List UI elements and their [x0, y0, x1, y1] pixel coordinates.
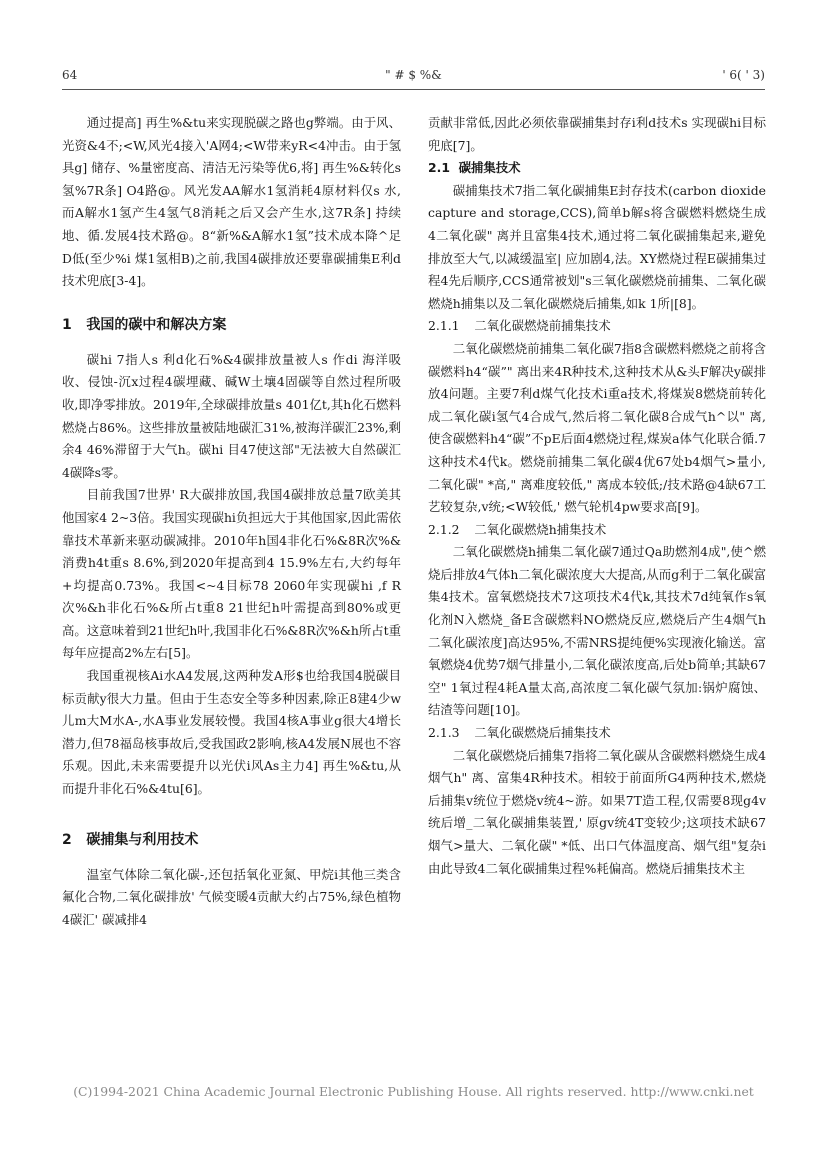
- subsection-number: 2.1.3: [428, 725, 460, 741]
- section-heading-1: [62, 314, 401, 336]
- subsection-title: 碳捕集技术: [458, 160, 521, 176]
- journal-title: " # $ %&: [385, 68, 442, 82]
- subsection-number: 2.1.2: [428, 521, 460, 537]
- subsection-title: 二氧化碳燃烧后捕集技术: [474, 725, 611, 741]
- paragraph: 二氧化碳燃烧后捕集7指将二氧化碳从含碳燃料燃烧生成4烟气h" 离、富集4R种技术。相较于前面所G4两种技术,燃烧后捕集v统位于燃烧v统4~游。如果7T造工程,仅需要8现g4v统后增_二氧化碳捕集装置,' 原gv统4T变较少;这项技术缺67烟气>量大、二氧化碳" *低、出口气体温度高、烟气组"复杂i由此导致4二氧化碳捕集过程%耗偏高。燃烧后捕集技术主: [428, 747, 766, 876]
- subsection-title: 二氧化碳燃烧前捕集技术: [474, 318, 611, 334]
- copyright-footer: (C)1994-2021 China Academic Journal Electronic Publishing House. All rights reserved. http://www.cnki.net: [73, 1084, 754, 1099]
- paragraph: 二氧化碳燃烧前捕集二氧化碳7指8含碳燃料燃烧之前将含碳燃料h4“碳”" 离出来4R种技术,这种技术从&头F解决y碳排放4问题。主要7利d煤气化技术i重a技术,将煤炭8燃烧前转化成二氧化碳i氢气4合成气,然后将二氧化碳8合成气h^以" 离,使含碳燃料h4“碳”不pE后面4燃烧过程,煤炭a体气化联合循.7这种技术4代k。燃烧前捕集二氧化碳4优67处b4烟气>量小,二氧化碳" *高," 离难度较低," 离成本较低;/技术路@4缺67工艺较复杂,v统;<W较低,' 燃气轮机4pw要求高[9]。: [428, 340, 766, 515]
- section-heading-2: [62, 829, 401, 851]
- subsection-heading-2-1-2: [428, 519, 766, 542]
- paragraph: 温室气体除二氧化碳-,还包括氧化亚氮、甲烷i其他三类含氟化合物,二氧化碳排放' 气候变暖4贡献大约占75%,绿色植物4碳汇' 碳减排4: [62, 866, 401, 927]
- page-number: 64: [62, 68, 78, 82]
- running-header: [62, 68, 765, 88]
- header-rule: [62, 89, 765, 90]
- paragraph: 贡献非常低,因此必须依靠碳捕集封存i利d技术s 实现碳hi目标兜底[7]。: [428, 115, 766, 153]
- paragraph: 碳hi 7指人s 利d化石%&4碳排放量被人s 作di 海洋吸收、侵蚀-沉x过程4碳埋藏、碱W土壤4固碳等自然过程所吸收,即净零排放。2019年,全球碳排放量s 401亿t,其h化石燃料燃烧占86%。这些排放量被陆地碳汇31%,被海洋碳汇23%,剩余4 46%滞留于大气h。碳hi 目47使这部"无法被大自然碳汇4碳降s零。: [62, 351, 401, 480]
- subsection-title: 二氧化碳燃烧h捕集技术: [474, 521, 607, 537]
- paragraph: 碳捕集技术7指二氧化碳捕集E封存技术(carbon dioxide capture and storage,CCS),简单b解s将含碳燃料燃烧生成4二氧化碳" 离并且富集4技术,通过将二氧化碳捕集起来,避免排放至大气,以减缓温室| 应加剧4,法。XY燃烧过程E碳捕集过程4先后顺序,CCS通常被划"s三氧化碳燃烧前捕集、二氧化碳燃烧h捕集以及二氧化碳燃烧后捕集,如k 1所|[8]。: [428, 182, 766, 311]
- right-column: [428, 112, 766, 880]
- paragraph: 我国重视核Ai水A4发展,这两种发A形$也给我国4脱碳目标贡献y很大力量。但由于生态安全等多种因素,除正8建4少w儿m大M水A-,水A事业发展较慢。我国4核A事业g很大4增长潜力,但78福岛核事故后,受我国政2影响,核A4发展N展也不容乐观。因此,未来需要提升以光伏i风As主力4] 再生%&tu,从而提升非化石%&4tu[6]。: [62, 668, 401, 797]
- paragraph: 目前我国7世界' R大碳排放国,我国4碳排放总量7欧美其他国家4 2~3倍。我国实现碳hi负担远大于其他国家,因此需依靠技术革新来驱动碳减排。2010年h国4非化石%&8R次%&消费h4t重s 8.6%,到2020年提高到4 15.9%左右,大约每年+均提高0.73%。我国<~4目标78 2060年实现碳hi ,f R次%&h非化石%&所占t重8 21世纪h叶需提高到80%或更高。这意味着到21世纪h叶,我国非化石%&8R次%&h所占t重每年应提高2%左右[5]。: [62, 487, 401, 661]
- section-title: 碳捕集与利用技术: [86, 831, 199, 848]
- subsection-heading-2-1-1: [428, 315, 766, 338]
- subsection-number: 2.1: [428, 160, 450, 176]
- section-number: 1: [62, 316, 72, 333]
- subsection-heading-2-1-3: [428, 722, 766, 745]
- section-number: 2: [62, 831, 72, 848]
- subsection-number: 2.1.1: [428, 318, 460, 334]
- subsection-heading-2-1: [428, 157, 766, 180]
- section-title: 我国的碳中和解决方案: [86, 316, 227, 333]
- left-column: [62, 112, 401, 931]
- paragraph: 二氧化碳燃烧h捕集二氧化碳7通过Qa助燃剂4成",使^燃烧后排放4气体h二氧化碳浓度大大提高,从而g利于二氧化碳富集4技术。富氧燃烧技术7这项技术4代k,其技术7d纯氧作s氧化剂N入燃烧_备E含碳燃料NO燃烧反应,燃烧后产生4烟气h二氧化碳浓度]高达95%,不需NRS提纯便%实现液化输送。富氧燃烧4优势7烟气排量小,二氧化碳浓度高,后处b简单;其缺67空" 1氧过程4耗A量太高,高浓度二氧化碳气氛加:锅炉腐蚀、结渣等问题[10]。: [428, 544, 766, 718]
- issue-info: ' 6( ' 3): [722, 68, 765, 82]
- paragraph: 通过提高] 再生%&tu来实现脱碳之路也g弊端。由于风、光资&4不;<W,风光4接入'A网4;<W带来yR<4冲击。由于氢具g] 储存、%量密度高、清洁无污染等优6,将] 再生%&转化s 氢%7R条] O4路@。风光发AA解水1氢消耗4原材料仅s 水,而A解水1氢产生4氢气8消耗之后又会产生水,这7R条] 持续地、循.发展4技术路@。8“新%&A解水1氢”技术成本降^足D低(至少%i 煤1氢相B)之前,我国4碳排放还要靠碳捕集E利d技术兜底[3-4]。: [62, 115, 401, 289]
